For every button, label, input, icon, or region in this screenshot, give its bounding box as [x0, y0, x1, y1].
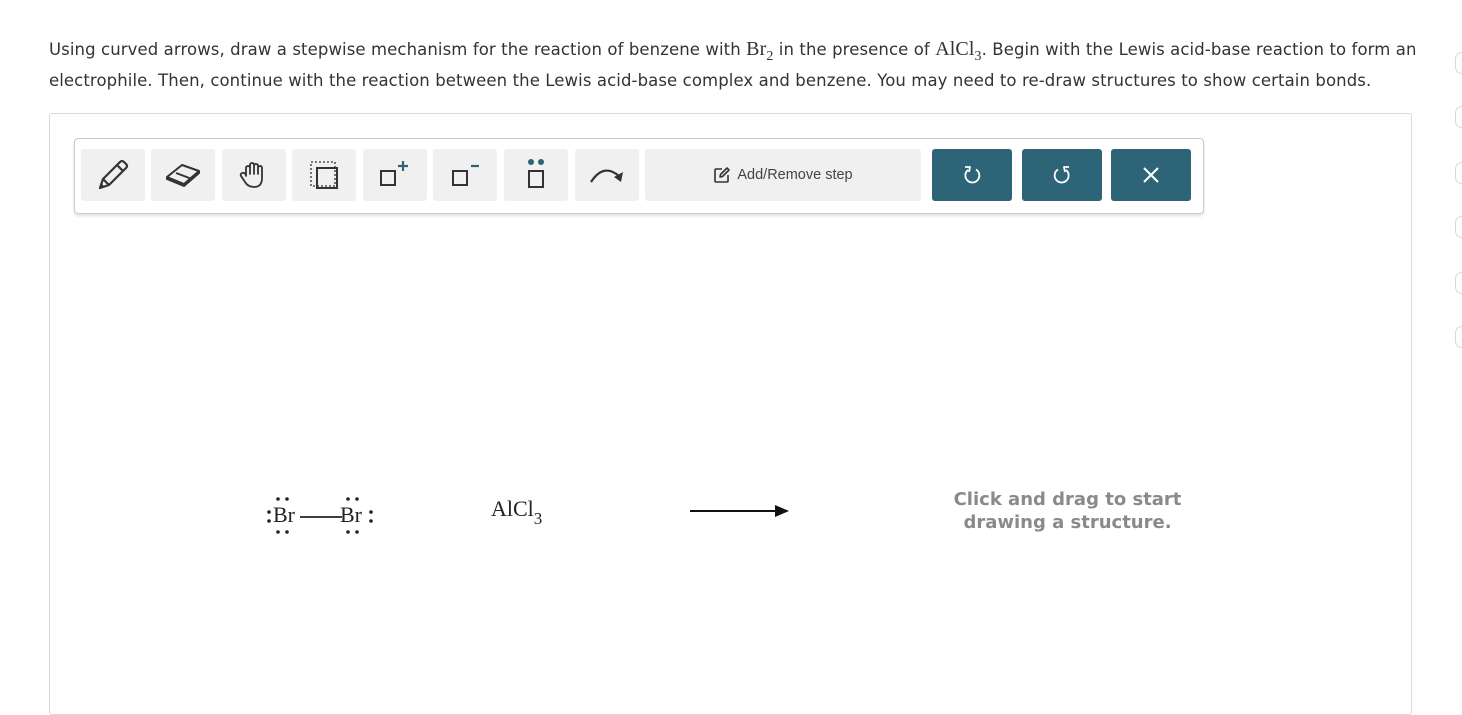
catalyst-formula [935, 38, 982, 64]
bromine-bond-and-lone-pairs [260, 490, 380, 540]
lone-pair-icon [519, 156, 553, 194]
reagent-subscript: 2 [766, 49, 774, 64]
positive-charge-icon [375, 158, 415, 192]
add-remove-step-label: Add/Remove step [737, 167, 853, 183]
bromine-atom-right: Br [340, 502, 362, 527]
redo-icon [1051, 164, 1073, 186]
eraser-icon [164, 160, 202, 190]
reagent-formula [746, 38, 774, 64]
reagent-symbol: Br [746, 38, 767, 60]
side-tab-3[interactable] [1455, 162, 1462, 184]
add-charge-tool[interactable] [363, 149, 427, 201]
question-part-1: Using curved arrows, draw a stepwise mechanism for the reaction of benzene with [49, 40, 747, 59]
pencil-tool[interactable] [81, 149, 145, 201]
redo-button[interactable] [1022, 149, 1102, 201]
undo-icon [961, 164, 983, 186]
marquee-select-icon [307, 158, 341, 192]
negative-charge-icon [445, 158, 485, 192]
aluminum-chloride-subscript: 3 [533, 509, 543, 528]
catalyst-symbol: AlCl [935, 38, 975, 60]
hand-tool[interactable] [222, 149, 286, 201]
hand-icon [237, 158, 271, 192]
aluminum-chloride[interactable] [491, 496, 543, 528]
aluminum-chloride-symbol: AlCl [491, 496, 534, 521]
remove-charge-tool[interactable] [433, 149, 497, 201]
clear-button[interactable] [1111, 149, 1191, 201]
undo-button[interactable] [932, 149, 1012, 201]
select-tool[interactable] [292, 149, 356, 201]
curved-arrow-icon [587, 160, 627, 190]
close-icon [1141, 165, 1161, 185]
catalyst-subscript: 3 [974, 49, 982, 64]
drawing-hint[interactable] [940, 488, 1195, 534]
add-remove-step-button[interactable] [645, 149, 921, 201]
drawing-hint-line-1: Click and drag to start [953, 489, 1182, 510]
question-part-3: . Begin with the Lewis acid-base reaction to form an electrophile. Then, continue with the reaction between the Lewis acid-base complex and benzene. You may need to re-draw structures to show certain bonds. [49, 40, 1417, 90]
question-text [49, 34, 1419, 96]
lone-pair-tool[interactable] [504, 149, 568, 201]
bromine-atom-left: Br [273, 502, 295, 527]
edit-icon [713, 166, 731, 184]
reaction-arrow [688, 501, 792, 521]
question-part-2: in the presence of [773, 40, 936, 59]
curved-arrow-tool[interactable] [575, 149, 639, 201]
eraser-tool[interactable] [151, 149, 215, 201]
side-tab-2[interactable] [1455, 106, 1462, 128]
side-tab-5[interactable] [1455, 272, 1462, 294]
side-tab-6[interactable] [1455, 326, 1462, 348]
side-tab-4[interactable] [1455, 216, 1462, 238]
pencil-icon [95, 157, 131, 193]
drawing-hint-line-2: drawing a structure. [963, 512, 1172, 533]
side-tab-1[interactable] [1455, 52, 1462, 74]
